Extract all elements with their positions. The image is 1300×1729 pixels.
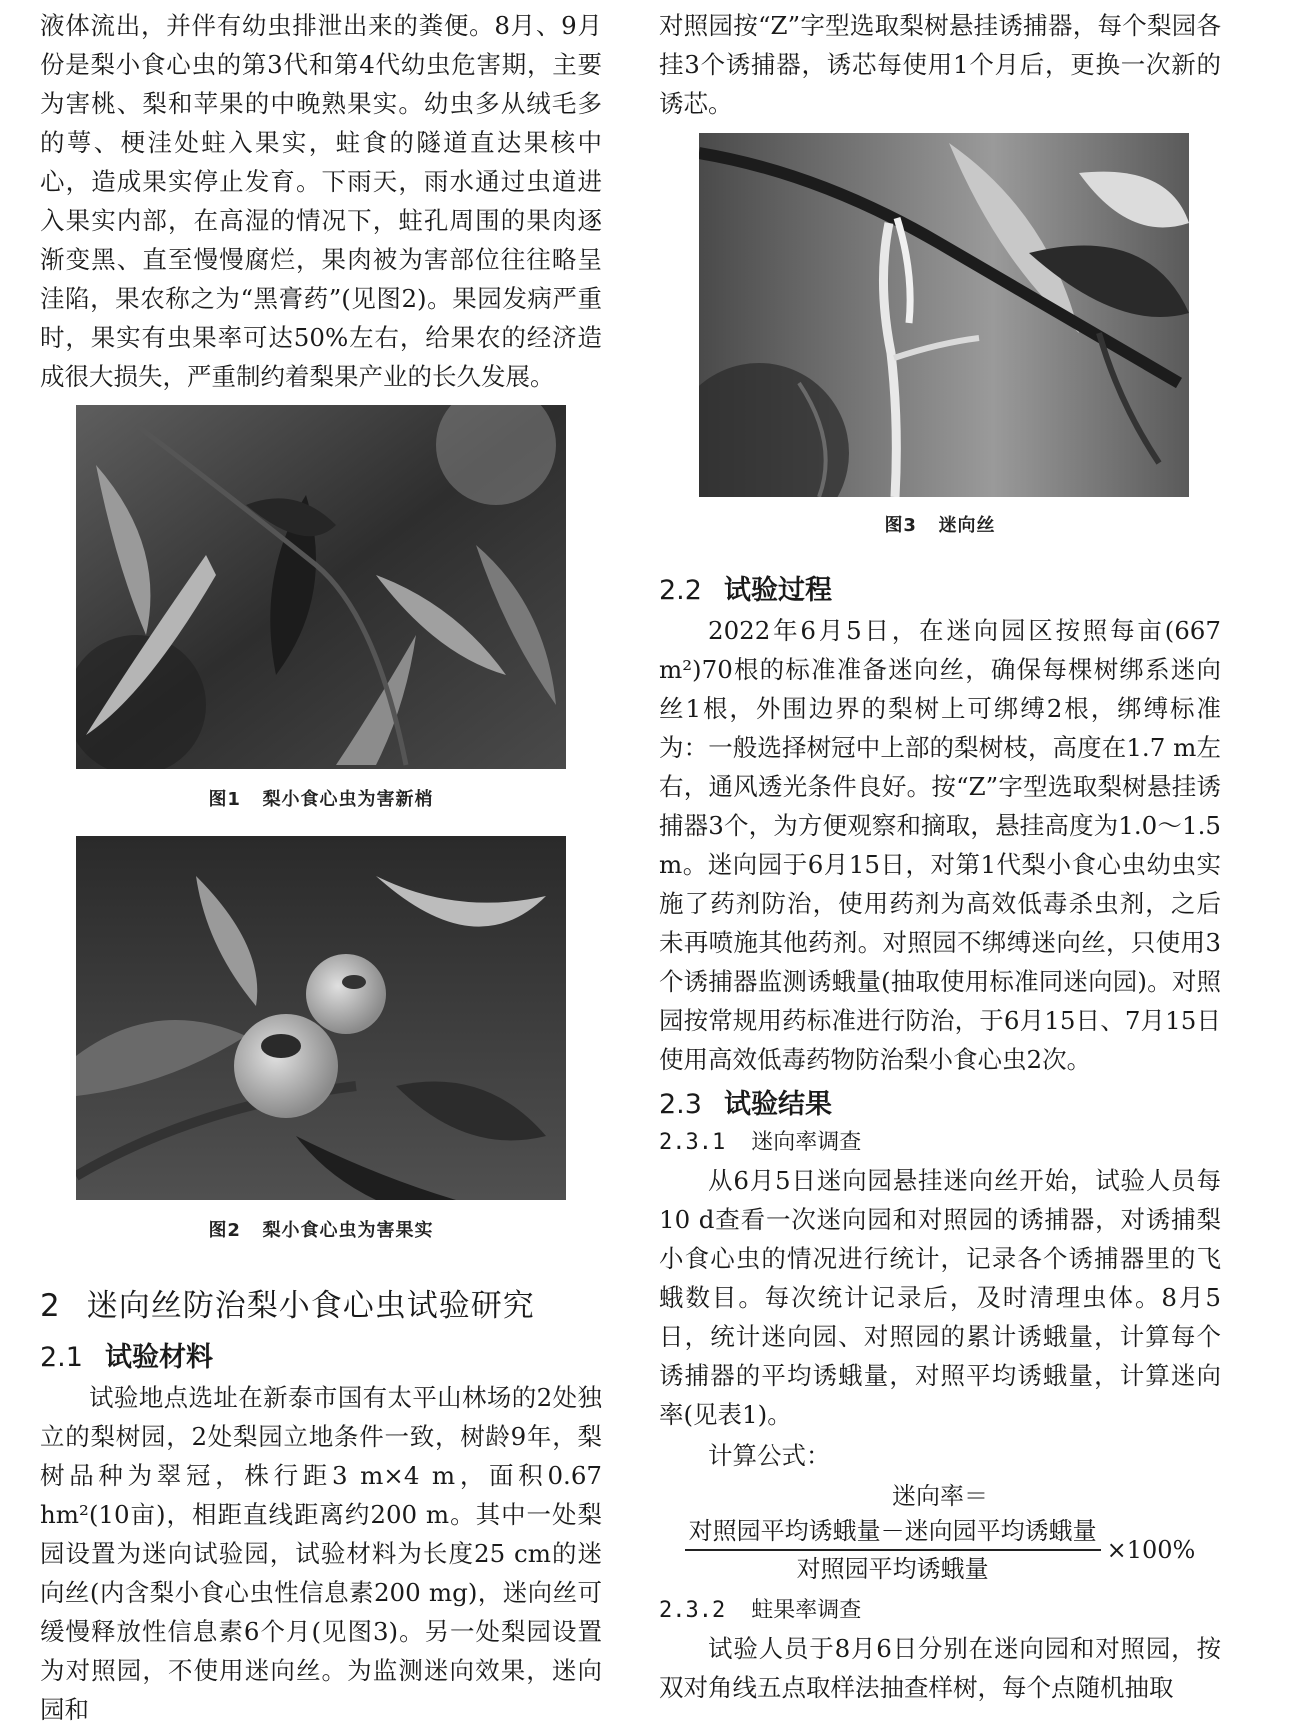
section-2-3-2-heading <box>659 1593 1221 1629</box>
paragraph-2-2: 2022年6月5日，在迷向园区按照每亩(667 m²)70根的标准准备迷向丝，确保每棵树绑系迷向丝1根，外围边界的梨树上可绑缚2根，绑缚标准为：一般选择树冠中上部的梨树枝，高度在1.7 m左右，通风透光条件良好。按“Z”字型选取梨树悬挂诱捕器3个，为方便观察和摘取，悬挂高度为1.0～1.5 m。迷向园于6月15日，对第1代梨小食心虫幼虫实施了药剂防治，使用药剂为高效低毒杀虫剂，之后未再喷施其他药剂。对照园不绑缚迷向丝，只使用3个诱捕器监测诱蛾量(抽取使用标准同迷向园)。对照园按常规用药标准进行防治，于6月15日、7月15日使用高效低毒药物防治梨小食心虫2次。 <box>659 616 1221 1074</box>
section-2-3-2-number: 2.3.2 <box>659 1598 726 1623</box>
section-2-2-heading <box>659 571 1221 611</box>
section-2-heading <box>40 1284 602 1328</box>
paragraph-2-3-1: 从6月5日迷向园悬挂迷向丝开始，试验人员每10 d查看一次迷向园和对照园的诱捕器，对诱捕梨小食心虫的情况进行统计，记录各个诱捕器里的飞蛾数目。每次统计记录后，及时清理虫体。8月5日，统计迷向园、对照园的累计诱蛾量，计算每个诱捕器的平均诱蛾量，对照平均诱蛾量，计算迷向率(见表1)。 <box>659 1166 1221 1429</box>
right-column <box>659 6 1221 1707</box>
figure-3-caption <box>659 509 1221 543</box>
figure-3-label: 图3 <box>884 515 917 536</box>
section-2-number: 2 <box>40 1288 61 1324</box>
figure-3-image <box>699 133 1189 497</box>
figure-2-caption <box>40 1214 602 1248</box>
formula-label: 计算公式： <box>708 1441 831 1470</box>
section-2-3-title: 试验结果 <box>723 1089 832 1120</box>
section-2-3-1-number: 2.3.1 <box>659 1130 726 1155</box>
figure-1-title: 梨小食心虫为害新梢 <box>262 789 434 810</box>
section-2-1-heading <box>40 1338 602 1378</box>
formula-numerator: 对照园平均诱蛾量－迷向园平均诱蛾量 <box>685 1515 1101 1551</box>
paragraph-intro: 液体流出，并伴有幼虫排泄出来的粪便。8月、9月份是梨小食心虫的第3代和第4代幼虫危害期，主要为害桃、梨和苹果的中晚熟果实。幼虫多从绒毛多的萼、梗洼处蛀入果实，蛀食的隧道直达果核中心，造成果实停止发育。下雨天，雨水通过虫道进入果实内部，在高湿的情况下，蛀孔周围的果肉逐渐变黑、直至慢慢腐烂，果肉被为害部位往往略呈洼陷，果农称之为“黑膏药”(见图2)。果园发病严重时，果实有虫果率可达50%左右，给果农的经济造成很大损失，严重制约着梨果产业的长久发展。 <box>40 11 602 391</box>
section-2-3-number: 2.3 <box>659 1089 702 1120</box>
figure-1-label: 图1 <box>208 789 241 810</box>
formula-fraction <box>685 1515 1101 1585</box>
formula-multiplier: ×100% <box>1106 1536 1196 1564</box>
section-2-1-title: 试验材料 <box>104 1342 213 1373</box>
section-2-3-heading <box>659 1085 1221 1125</box>
section-2-3-1-heading <box>659 1125 1221 1161</box>
paragraph-continued: 对照园按“Z”字型选取梨树悬挂诱捕器，每个梨园各挂3个诱捕器，诱芯每使用1个月后，更换一次新的诱芯。 <box>659 11 1221 118</box>
section-2-title: 迷向丝防治梨小食心虫试验研究 <box>86 1288 535 1324</box>
formula <box>659 1479 1221 1585</box>
figure-1-image <box>76 405 566 769</box>
section-2-1-number: 2.1 <box>40 1342 83 1373</box>
formula-denominator: 对照园平均诱蛾量 <box>796 1555 989 1583</box>
formula-lhs: 迷向率＝ <box>892 1482 988 1510</box>
paragraph-2-3-2: 试验人员于8月6日分别在迷向园和对照园，按双对角线五点取样法抽查样树，每个点随机抽取 <box>659 1634 1221 1702</box>
figure-2-label: 图2 <box>208 1220 241 1241</box>
figure-2-image <box>76 836 566 1200</box>
figure-1-caption <box>40 783 602 817</box>
section-2-2-title: 试验过程 <box>723 575 832 606</box>
section-2-3-2-title: 蛀果率调查 <box>751 1598 862 1623</box>
section-2-2-number: 2.2 <box>659 575 702 606</box>
left-column <box>40 6 602 1729</box>
figure-2-title: 梨小食心虫为害果实 <box>262 1220 434 1241</box>
figure-3-title: 迷向丝 <box>938 515 996 536</box>
paragraph-2-1: 试验地点选址在新泰市国有太平山林场的2处独立的梨树园，2处梨园立地条件一致，树龄9年，梨树品种为翠冠，株行距3 m×4 m，面积0.67 hm²(10亩)，相距直线距离约200 m。其中一处梨园设置为迷向试验园，试验材料为长度25 cm的迷向丝(内含梨小食心虫性信息素200 mg)，迷向丝可缓慢释放性信息素6个月(见图3)。另一处梨园设置为对照园，不使用迷向丝。为监测迷向效果，迷向园和 <box>40 1383 602 1724</box>
section-2-3-1-title: 迷向率调查 <box>751 1130 862 1155</box>
